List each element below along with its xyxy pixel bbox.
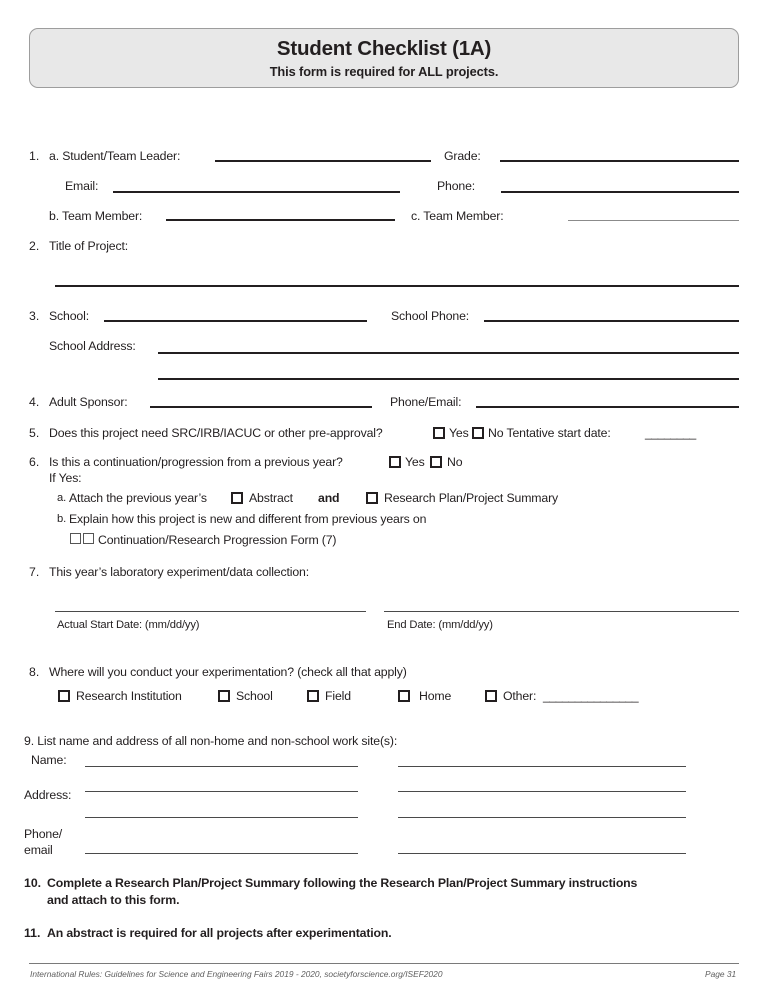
label-explain-new-different: Explain how this project is new and different from previous years on [69, 512, 427, 526]
input-adult-sponsor[interactable] [150, 406, 372, 408]
label-continuation-yes: Yes [405, 455, 425, 469]
label-school-address: School Address: [49, 339, 136, 353]
label-adult-sponsor: Adult Sponsor: [49, 395, 128, 409]
label-abstract: Abstract [249, 491, 293, 505]
label-grade: Grade: [444, 149, 481, 163]
label-phone: Phone: [437, 179, 476, 193]
input-school[interactable] [104, 320, 367, 322]
input-other-location[interactable]: _______________ [543, 689, 639, 703]
input-site-name-1[interactable] [85, 766, 358, 767]
item-8-number: 8. [29, 665, 40, 679]
checkbox-abstract[interactable] [231, 492, 243, 504]
input-school-address-line-2[interactable] [158, 378, 739, 380]
input-team-member-c[interactable] [568, 220, 739, 221]
checkbox-continuation-form-2[interactable] [83, 533, 94, 544]
checkbox-continuation-no[interactable] [430, 456, 442, 468]
label-site-phone-line-2: email [24, 843, 53, 857]
label-and: and [318, 491, 340, 505]
label-if-yes: If Yes: [49, 471, 82, 485]
input-site-address-2a[interactable] [398, 791, 686, 792]
label-school: School: [49, 309, 89, 323]
footer-page-number: Page 31 [705, 969, 737, 979]
input-actual-start-date[interactable] [55, 611, 366, 612]
label-phone-email: Phone/Email: [390, 395, 462, 409]
item-4-number: 4. [29, 395, 40, 409]
label-site-name: Name: [31, 753, 67, 767]
item-10-number: 10. [24, 876, 42, 890]
label-student-team-leader: a. Student/Team Leader: [49, 149, 181, 163]
label-school-phone: School Phone: [391, 309, 470, 323]
item-6-number: 6. [29, 455, 40, 469]
item-2-number: 2. [29, 239, 40, 253]
input-team-member-b[interactable] [166, 219, 395, 221]
label-lab-experiment-collection: This year’s laboratory experiment/data collection: [49, 565, 309, 579]
footer-divider [29, 963, 739, 964]
checkbox-continuation-form-1[interactable] [70, 533, 81, 544]
item-6a-letter: a. [57, 492, 67, 504]
label-title-of-project: Title of Project: [49, 239, 129, 253]
label-item-11-text: An abstract is required for all projects after experimentation. [47, 926, 392, 940]
input-school-address-line-1[interactable] [158, 352, 739, 354]
item-3-number: 3. [29, 309, 40, 323]
label-preapproval-no-and-start-date: No Tentative start date: [488, 426, 611, 440]
label-preapproval-question: Does this project need SRC/IRB/IACUC or other pre-approval? [49, 426, 383, 440]
checkbox-preapproval-no[interactable] [472, 427, 484, 439]
checkbox-research-institution[interactable] [58, 690, 70, 702]
label-school-option: School [236, 689, 273, 703]
label-site-address: Address: [24, 788, 72, 802]
item-7-number: 7. [29, 565, 40, 579]
input-school-phone[interactable] [484, 320, 739, 322]
checkbox-preapproval-yes[interactable] [433, 427, 445, 439]
checkbox-home[interactable] [398, 690, 410, 702]
input-site-phone-1[interactable] [85, 853, 358, 854]
input-site-address-1a[interactable] [85, 791, 358, 792]
input-phone-email[interactable] [476, 406, 739, 408]
label-continuation-progression-form: Continuation/Research Progression Form (7) [98, 533, 337, 547]
checkbox-field[interactable] [307, 690, 319, 702]
label-attach-previous-year: Attach the previous year’s [69, 491, 207, 505]
item-1-number: 1. [29, 149, 40, 163]
label-other: Other: [503, 689, 537, 703]
input-site-phone-2[interactable] [398, 853, 686, 854]
checkbox-other[interactable] [485, 690, 497, 702]
input-phone[interactable] [501, 191, 739, 193]
label-end-date: End Date: (mm/dd/yy) [387, 619, 493, 631]
input-tentative-start-date[interactable]: ________ [645, 426, 696, 440]
label-item-10-line-1: Complete a Research Plan/Project Summary following the Research Plan/Project Summary instructions [47, 876, 638, 890]
label-research-plan-project-summary: Research Plan/Project Summary [384, 491, 559, 505]
checkbox-school[interactable] [218, 690, 230, 702]
input-site-address-2b[interactable] [398, 817, 686, 818]
label-research-institution: Research Institution [76, 689, 182, 703]
label-preapproval-yes: Yes [449, 426, 469, 440]
label-team-member-c: c. Team Member: [411, 209, 504, 223]
input-student-team-leader[interactable] [215, 160, 431, 162]
page-title: Student Checklist (1A) [276, 37, 492, 61]
checkbox-continuation-yes[interactable] [389, 456, 401, 468]
label-home: Home [419, 689, 452, 703]
label-site-phone-line-1: Phone/ [24, 827, 63, 841]
item-5-number: 5. [29, 426, 40, 440]
item-11-number: 11. [24, 926, 41, 940]
input-email[interactable] [113, 191, 400, 193]
form-title-banner [29, 28, 739, 88]
label-work-sites-question: 9. List name and address of all non-home and non-school work site(s): [24, 734, 398, 748]
label-actual-start-date: Actual Start Date: (mm/dd/yy) [57, 619, 200, 631]
label-email: Email: [65, 179, 99, 193]
input-site-name-2[interactable] [398, 766, 686, 767]
input-grade[interactable] [500, 160, 739, 162]
label-team-member-b: b. Team Member: [49, 209, 143, 223]
label-item-10-line-2: and attach to this form. [47, 893, 180, 907]
input-site-address-1b[interactable] [85, 817, 358, 818]
footer-source-text: International Rules: Guidelines for Science and Engineering Fairs 2019 - 2020, societyforscience.org/ISEF2020 [30, 969, 443, 979]
item-6b-letter: b. [57, 513, 67, 525]
label-where-conduct-question: Where will you conduct your experimentation? (check all that apply) [49, 665, 407, 679]
label-continuation-question: Is this a continuation/progression from a previous year? [49, 455, 343, 469]
label-field: Field [325, 689, 351, 703]
input-title-of-project[interactable] [55, 285, 739, 287]
page-subtitle: This form is required for ALL projects. [269, 63, 499, 79]
checkbox-research-plan-project-summary[interactable] [366, 492, 378, 504]
input-end-date[interactable] [384, 611, 739, 612]
label-continuation-no: No [447, 455, 463, 469]
